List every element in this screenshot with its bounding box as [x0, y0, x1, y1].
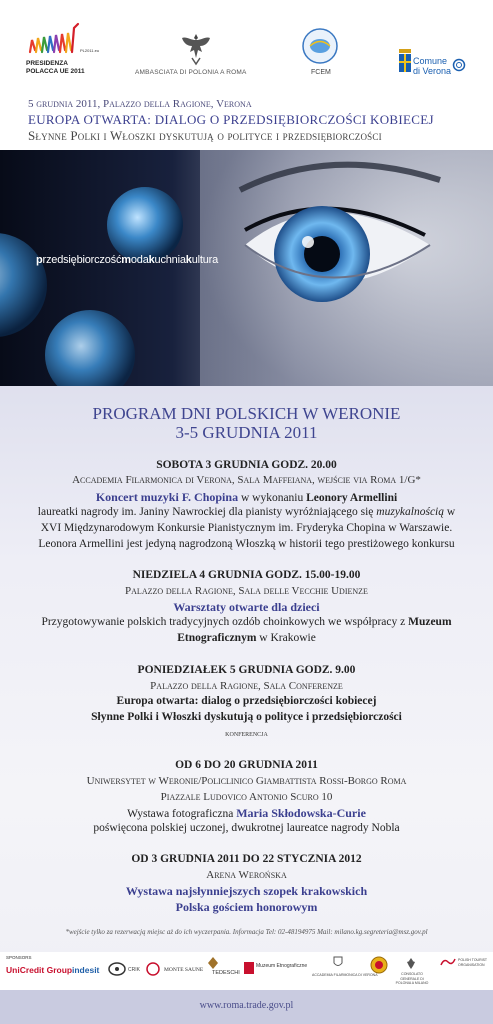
verona-ring-icon	[452, 58, 466, 72]
event-date-line: 5 grudnia 2011, Palazzo della Ragione, Verona	[28, 98, 252, 110]
event-1-line1: Koncert muzyki F. Chopina w wykonaniu Leonory Armellini	[95, 490, 398, 504]
event-5-venue: Arena Werońska	[206, 869, 287, 881]
event-4-heading: OD 6 DO 20 GRUDNIA 2011	[175, 759, 318, 771]
verona-crest-icon	[398, 47, 412, 75]
sponsor-tedeschi: TEDESCHI	[212, 970, 240, 976]
event-3-type: konferencja	[225, 728, 268, 738]
event-2-venue: Palazzo della Ragione, Sala delle Vecchie Udienze	[125, 585, 368, 597]
fcem-text: FCEM	[311, 69, 331, 76]
event-4-venue: Uniwersytet w Weronie/Policlinico Giambattista Rossi-Borgo Roma	[86, 775, 407, 787]
event-4-line1: Wystawa fotograficzna Maria Skłodowska-Curie	[127, 806, 366, 820]
sponsor-crik-icon	[108, 962, 126, 976]
eye-and-globes-illustration	[0, 150, 493, 386]
reservation-footnote: *wejście tylko za rezerwacją miejsc aż do ich wyczerpania. Informacja Tel: 02-48194975 Mail: milano.kg.segreteria@msz.gov.pl	[65, 928, 428, 936]
header-logos	[0, 0, 493, 95]
program-title: PROGRAM DNI POLSKICH W WERONIE	[92, 404, 401, 423]
sponsor-tedeschi-icon	[206, 956, 220, 970]
program-dates: 3-5 GRUDNIA 2011	[175, 423, 318, 442]
hero-tagline: przedsiębiorczośćmodakuchniakultura	[36, 254, 219, 266]
embassy-text: AMBASCIATA DI POLONIA A ROMA	[135, 69, 247, 76]
sponsor-unicredit: UniCredit Group	[6, 965, 73, 975]
sponsor-crik: CRIK	[128, 967, 140, 973]
event-3-venue: Palazzo della Ragione, Sala Conferenze	[150, 680, 343, 692]
event-3-line2: Słynne Polki i Włoszki dyskutują o polityce i przedsiębiorczości	[91, 711, 402, 723]
event-2-heading: NIEDZIELA 4 GRUDNIA GODZ. 15.00-19.00	[132, 569, 361, 581]
sponsor-label: SPONSORS	[6, 955, 32, 960]
sponsor-seal-icon	[370, 956, 388, 974]
event-3-line1: Europa otwarta: dialog o przedsiębiorczości kobiecej	[116, 695, 377, 707]
event-4-venue2: Piazzale Ludovico Antonio Scuro 10	[160, 791, 333, 803]
event-subtitle: Słynne Polki i Włoszki dyskutują o polityce i przedsiębiorczości	[28, 128, 382, 143]
sponsor-accademia: ACCADEMIA FILARMONICA DI VERONA	[312, 973, 378, 977]
hero-image	[0, 150, 493, 386]
sponsor-indesit: indesit	[72, 965, 100, 975]
event-1-line3: XVI Międzynarodowym Konkursie Pianistycznym im. Fryderyka Chopina w Warszawie.	[40, 522, 453, 534]
sponsor-museum-icon	[244, 962, 254, 974]
sponsor-ring-icon	[145, 962, 161, 976]
globe-1	[107, 187, 183, 263]
event-5-highlight2: Polska gościem honorowym	[175, 900, 318, 914]
comune-text: Comune di Verona	[413, 56, 452, 76]
event-1-line4: Leonora Armellini jest jedyną nagrodzoną Włoszką w historii tego prestiżowego konkursu	[38, 538, 455, 550]
sponsor-monte-saune: MONTE SAUNE	[164, 967, 204, 973]
event-5-highlight: Wystawa najsłynniejszych szopek krakowskich	[125, 884, 368, 898]
event-2-line2: Przygotowywanie polskich tradycyjnych ozdób choinkowych we współpracy z Muzeum	[41, 616, 452, 628]
event-5-heading: OD 3 GRUDNIA 2011 DO 22 STYCZNIA 2012	[131, 853, 362, 865]
event-1-heading: SOBOTA 3 GRUDNIA GODZ. 20.00	[156, 459, 337, 471]
fcem-logo	[301, 27, 339, 65]
sponsor-accademia-icon	[332, 955, 344, 969]
event-3-heading: PONIEDZIAŁEK 5 GRUDNIA GODZ. 9.00	[137, 664, 356, 676]
sponsor-polska-icon	[440, 957, 456, 967]
presidency-logo	[26, 22, 100, 58]
event-1-line2: laureatki nagrody im. Janiny Nawrockiej dla pianisty wyróżniającego się muzykalnością w	[37, 506, 456, 518]
event-2-highlight: Warsztaty otwarte dla dzieci	[173, 600, 320, 614]
sponsor-consulate-icon	[404, 956, 418, 970]
sponsor-polish-tourist: POLISH TOURIST ORGANISATION	[458, 958, 487, 967]
footer-url-link[interactable]: www.roma.trade.gov.pl	[199, 1000, 294, 1011]
polish-eagle-icon	[180, 30, 212, 66]
sponsor-consulate: CONSOLATO GENERALE DI POLONIA A MILANO	[395, 972, 429, 985]
event-title: EUROPA OTWARTA: DIALOG O PRZEDSIĘBIORCZOŚCI KOBIECEJ	[28, 112, 434, 127]
presidency-logo-text: PRESIDENZA POLACCA UE 2011	[26, 60, 85, 75]
event-1-venue: Accademia Filarmonica di Verona, Sala Maffeiana, wejście via Roma 1/G*	[72, 474, 421, 486]
svg-text:PL2011.eu: PL2011.eu	[80, 48, 100, 53]
event-4-line2: poświęcona polskiej uczonej, dwukrotnej laureatce nagrody Nobla	[93, 822, 400, 834]
sponsor-museum: Muzeum Etnograficzne	[256, 963, 308, 969]
event-2-line3: Etnograficznym w Krakowie	[177, 632, 316, 644]
